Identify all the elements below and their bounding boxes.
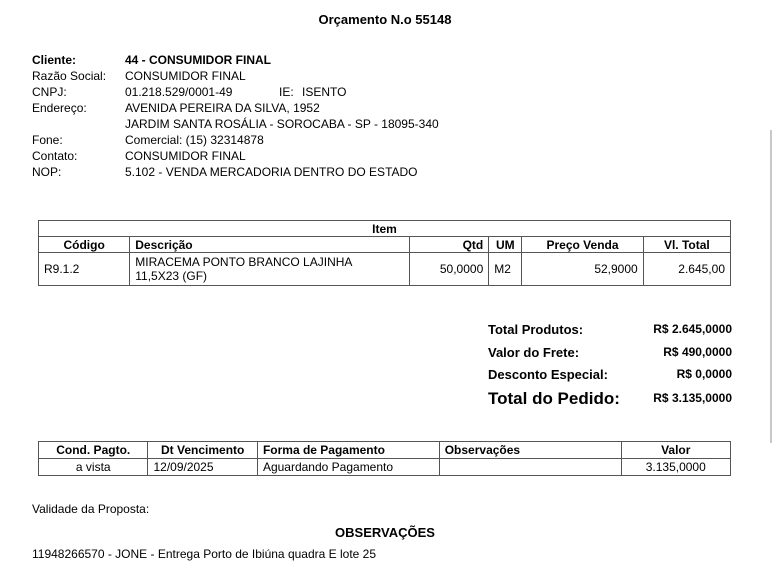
- total-pedido-value: R$ 3.135,0000: [653, 391, 732, 405]
- col-qtd: Qtd: [410, 237, 489, 253]
- cell-qtd: 50,0000: [410, 253, 489, 286]
- items-table: [38, 220, 731, 286]
- observacoes-title: OBSERVAÇÕES: [335, 525, 435, 540]
- cliente-label: Cliente:: [32, 53, 77, 67]
- cnpj-value: 01.218.529/0001-49: [125, 85, 233, 99]
- cell-preco-venda: 52,9000: [522, 253, 643, 286]
- cell-descricao: [130, 253, 410, 286]
- col-descricao: Descrição: [130, 237, 410, 253]
- col-codigo: Código: [39, 237, 130, 253]
- razao-social-label: Razão Social:: [32, 69, 107, 83]
- cell-vencimento: 12/09/2025: [148, 459, 257, 476]
- desconto-label: Desconto Especial:: [488, 367, 608, 382]
- col-cond-pagto: Cond. Pagto.: [39, 442, 148, 459]
- payment-table: [38, 441, 731, 476]
- endereco-label: Endereço:: [32, 101, 87, 115]
- col-dt-vencimento: Dt Vencimento: [148, 442, 257, 459]
- col-observacoes: Observações: [439, 442, 621, 459]
- validade-label: Validade da Proposta:: [32, 502, 150, 516]
- endereco-line1: AVENIDA PEREIRA DA SILVA, 1952: [125, 101, 320, 115]
- col-preco-venda: Preço Venda: [522, 237, 643, 253]
- cell-cond-pagto: a vista: [39, 459, 148, 476]
- desconto-value: R$ 0,0000: [676, 367, 732, 381]
- document-title: Orçamento N.o 55148: [318, 12, 452, 27]
- ie-value: ISENTO: [302, 85, 347, 99]
- total-pedido-label: Total do Pedido:: [488, 389, 620, 408]
- col-vl-total: Vl. Total: [643, 237, 730, 253]
- descricao-line1: MIRACEMA PONTO BRANCO LAJINHA: [135, 255, 353, 269]
- table-row: [39, 459, 731, 476]
- nop-value: 5.102 - VENDA MERCADORIA DENTRO DO ESTADO: [125, 165, 418, 179]
- items-group-header: Item: [39, 221, 731, 237]
- cell-vl-total: 2.645,00: [643, 253, 730, 286]
- razao-social-value: CONSUMIDOR FINAL: [125, 69, 246, 83]
- fone-value: Comercial: (15) 32314878: [125, 133, 264, 147]
- col-valor: Valor: [621, 442, 731, 459]
- observacoes-text: 11948266570 - JONE - Entrega Porto de Ibiúna quadra E lote 25: [32, 547, 377, 561]
- ie-label: IE:: [279, 85, 294, 99]
- contato-value: CONSUMIDOR FINAL: [125, 149, 246, 163]
- col-forma-pagamento: Forma de Pagamento: [257, 442, 439, 459]
- cliente-value: 44 - CONSUMIDOR FINAL: [125, 53, 272, 67]
- col-um: UM: [489, 237, 522, 253]
- cell-observacoes: [439, 459, 621, 476]
- valor-frete-label: Valor do Frete:: [488, 345, 580, 360]
- total-produtos-value: R$ 2.645,0000: [653, 322, 732, 336]
- fone-label: Fone:: [32, 133, 63, 147]
- contato-label: Contato:: [32, 149, 78, 163]
- cell-codigo: R9.1.2: [39, 253, 130, 286]
- cell-forma-pagamento: Aguardando Pagamento: [257, 459, 439, 476]
- scrollbar[interactable]: [770, 130, 772, 443]
- cell-um: M2: [489, 253, 522, 286]
- valor-frete-value: R$ 490,0000: [663, 345, 732, 359]
- nop-label: NOP:: [32, 165, 62, 179]
- table-row: [39, 253, 731, 286]
- total-produtos-label: Total Produtos:: [488, 322, 584, 337]
- endereco-line2: JARDIM SANTA ROSÁLIA - SOROCABA - SP - 18095-340: [125, 117, 439, 131]
- cell-valor: 3.135,0000: [621, 459, 731, 476]
- descricao-line2: 11,5X23 (GF): [135, 269, 208, 283]
- cnpj-label: CNPJ:: [32, 85, 67, 99]
